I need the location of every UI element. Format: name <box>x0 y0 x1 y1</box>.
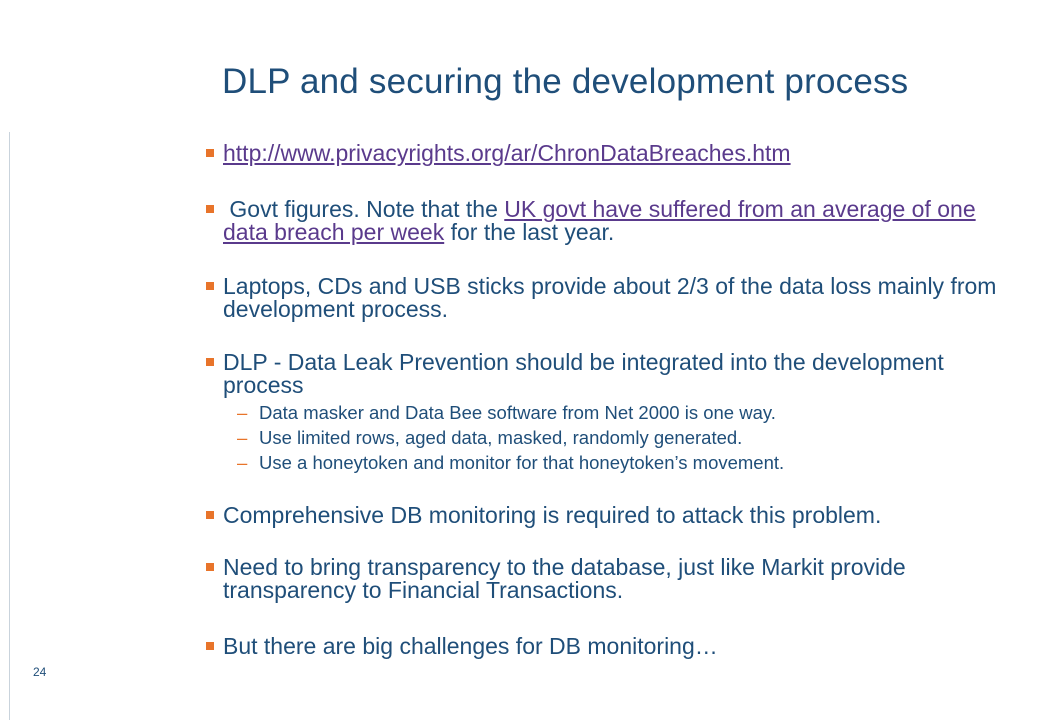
bullet-item-laptops <box>206 275 1026 321</box>
bullet-item-challenges <box>206 635 1026 658</box>
bullet-prefix: Govt figures. Note that the <box>223 196 505 222</box>
bullet-text: Comprehensive DB monitoring is required to attack this problem. <box>223 502 882 528</box>
bullet-item-db-monitoring <box>206 504 1026 527</box>
bullet-text <box>223 142 1026 165</box>
left-divider-line <box>9 132 10 720</box>
sub-item <box>237 403 1027 423</box>
bullet-text: Need to bring transparency to the database, just like Markit provide transparency to Financial Transactions. <box>223 554 906 603</box>
bullet-text: But there are big challenges for DB monitoring… <box>223 633 718 659</box>
sub-item-text: Data masker and Data Bee software from Net 2000 is one way. <box>259 402 776 423</box>
square-bullet-icon <box>206 511 214 519</box>
bullet-text: Laptops, CDs and USB sticks provide about 2/3 of the data loss mainly from development process. <box>223 273 997 322</box>
bullet-item-dlp <box>206 351 1026 397</box>
square-bullet-icon <box>206 563 214 571</box>
sub-item-text: Use limited rows, aged data, masked, randomly generated. <box>259 427 743 448</box>
bullet-text: DLP - Data Leak Prevention should be integrated into the development process <box>223 349 944 398</box>
uk-govt-breach-link[interactable]: UK govt have suffered from an average of one data breach per week <box>223 196 976 245</box>
bullet-item-govt-figures <box>206 198 1026 244</box>
sub-item <box>237 428 1027 448</box>
slide-title: DLP and securing the development process <box>222 62 909 101</box>
page-number: 24 <box>33 665 47 679</box>
square-bullet-icon <box>206 205 214 213</box>
bullet-suffix: for the last year. <box>444 219 615 245</box>
dash-marker: – <box>237 402 248 423</box>
privacyrights-link[interactable]: http://www.privacyrights.org/ar/ChronDataBreaches.htm <box>223 140 791 166</box>
dash-marker: – <box>237 452 248 473</box>
sub-item <box>237 453 1027 473</box>
square-bullet-icon <box>206 642 214 650</box>
dash-marker: – <box>237 427 248 448</box>
square-bullet-icon <box>206 149 214 157</box>
square-bullet-icon <box>206 282 214 290</box>
sub-item-text: Use a honeytoken and monitor for that honeytoken’s movement. <box>259 452 785 473</box>
bullet-item-source-link <box>206 142 1026 165</box>
bullet-text <box>223 198 1026 244</box>
bullet-item-transparency <box>206 556 1026 602</box>
square-bullet-icon <box>206 358 214 366</box>
